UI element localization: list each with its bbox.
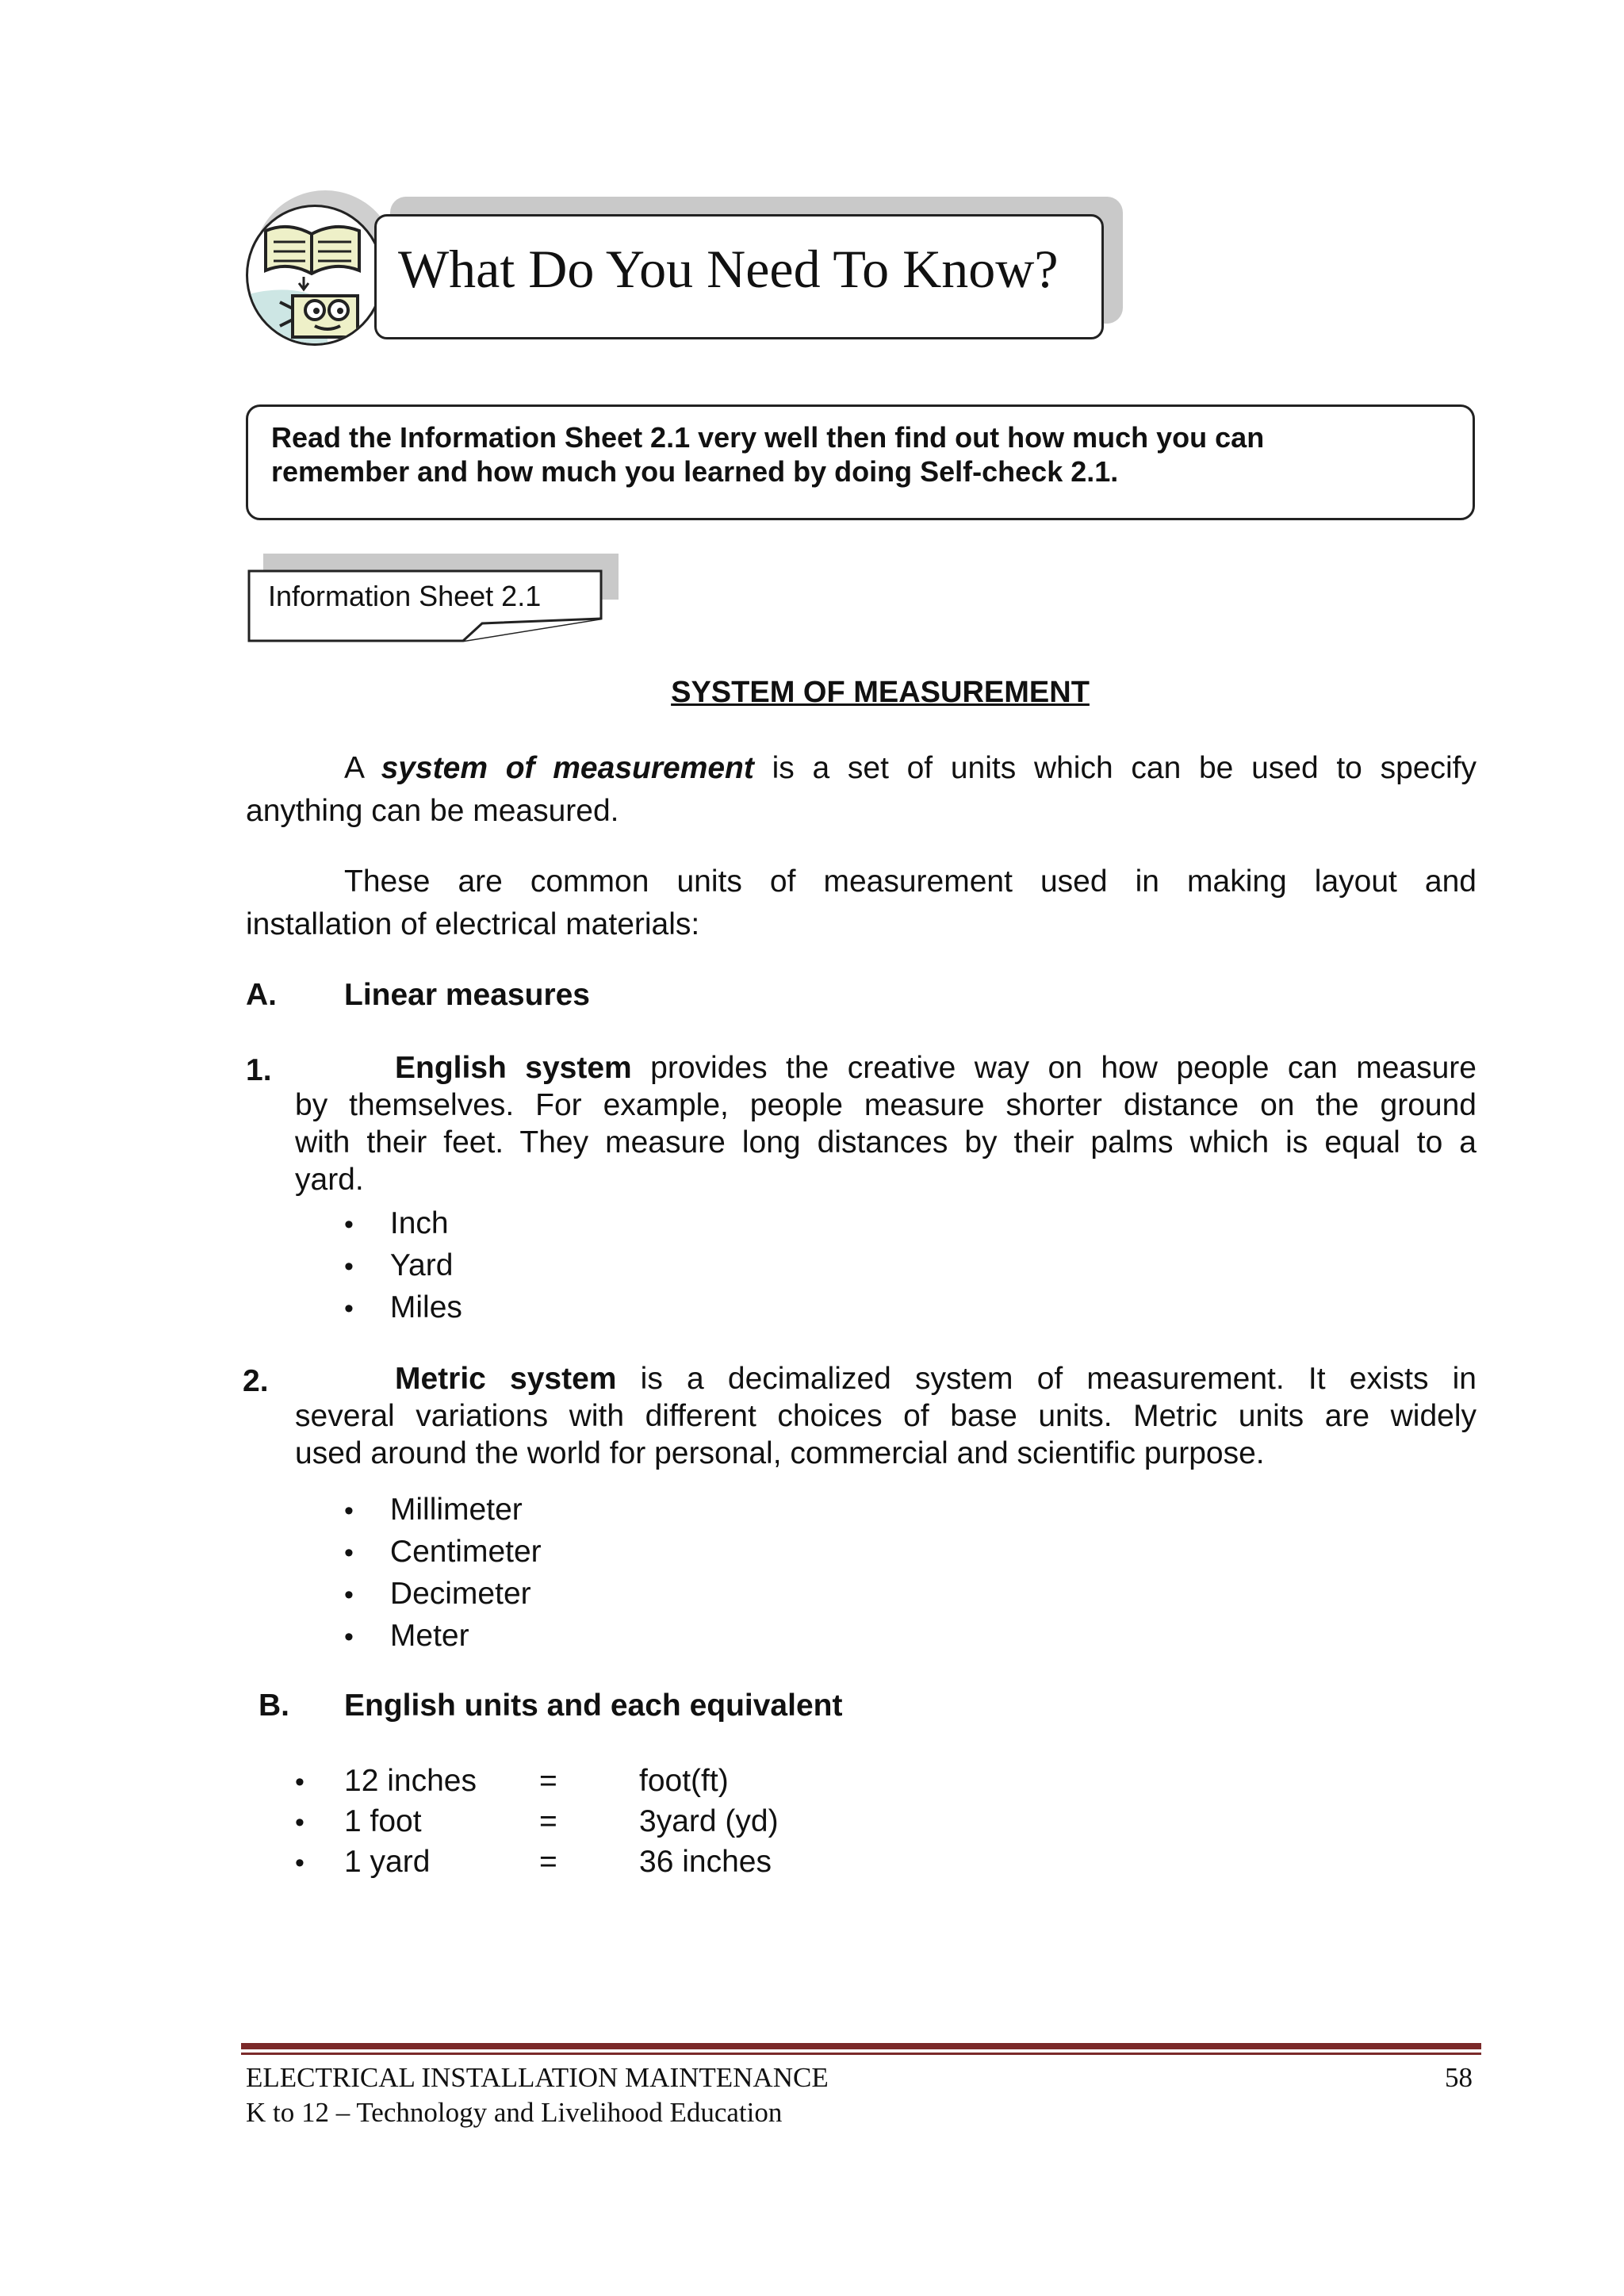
item-2-number: 2. — [243, 1364, 269, 1398]
footer-subtitle: K to 12 – Technology and Livelihood Education — [246, 2097, 783, 2128]
item-2-line1-rest: is a decimalized system of measurement. It exists in — [640, 1362, 1477, 1396]
item-2-bullets — [344, 1489, 542, 1658]
table-row: • 1 foot = 3yard (yd) — [295, 1804, 779, 1838]
page-title: What Do You Need To Know? — [398, 239, 1059, 299]
footer-course-title: ELECTRICAL INSTALLATION MAINTENANCE — [246, 2062, 829, 2093]
intro-term: system of measurement — [381, 751, 754, 785]
instruction-line-1: Read the Information Sheet 2.1 very well then find out how much you can — [271, 421, 1265, 454]
item-2-body — [295, 1360, 1477, 1472]
info-sheet-label: Information Sheet 2.1 — [268, 580, 542, 612]
intro-p2-line1: These are common units of measurement used in making layout and — [344, 864, 1477, 899]
item-1-bullets — [344, 1203, 462, 1329]
list-item: • Yard — [344, 1248, 454, 1282]
item-1-line2: by themselves. For example, people measure shorter distance on the ground — [295, 1088, 1477, 1122]
item-1-term: English system — [395, 1051, 632, 1085]
item-1-line1-rest: provides the creative way on how people can measure — [650, 1051, 1477, 1085]
table-row: • 12 inches = foot(ft) — [295, 1764, 729, 1798]
intro-p1-line2: anything can be measured. — [246, 794, 619, 828]
item-2-term: Metric system — [395, 1362, 617, 1396]
list-item: • Centimeter — [344, 1535, 542, 1569]
item-1-line3: with their feet. They measure long distances by their palms which is equal to a — [295, 1125, 1477, 1159]
item-1-line1 — [295, 1049, 1477, 1087]
reading-person-icon — [246, 205, 384, 346]
intro-p2-line2: installation of electrical materials: — [246, 907, 700, 941]
instruction-line-2: remember and how much you learned by doing Self-check 2.1. — [271, 455, 1119, 488]
intro-p1-line1 — [246, 747, 1477, 790]
footer-rule — [241, 2043, 1481, 2049]
list-item: • Meter — [344, 1619, 469, 1653]
intro-paragraph-1 — [246, 747, 1477, 833]
item-1-number: 1. — [246, 1053, 272, 1087]
section-a-heading: Linear measures — [344, 978, 591, 1012]
intro-paragraph-2 — [246, 861, 1477, 946]
list-item: • Decimeter — [344, 1577, 531, 1611]
list-item: • Miles — [344, 1290, 462, 1324]
item-2-line2: several variations with different choices of base units. Metric units are widely — [295, 1399, 1477, 1433]
intro-article: A — [344, 751, 363, 785]
list-item: • Inch — [344, 1206, 449, 1240]
intro-rest: is a set of units which can be used to specify — [772, 751, 1477, 785]
section-title: SYSTEM OF MEASUREMENT — [671, 676, 1090, 709]
item-1-body — [295, 1049, 1477, 1198]
item-1-line4: yard. — [295, 1163, 364, 1197]
equivalents-table — [295, 1761, 779, 1882]
section-b-heading: English units and each equivalent — [344, 1688, 843, 1723]
section-b-letter: B. — [259, 1688, 289, 1723]
table-row: • 1 yard = 36 inches — [295, 1845, 772, 1879]
section-a-letter: A. — [246, 978, 277, 1012]
footer-rule-thin — [241, 2053, 1481, 2055]
page-number: 58 — [1445, 2062, 1473, 2093]
item-2-line1 — [295, 1360, 1477, 1397]
list-item: • Millimeter — [344, 1493, 523, 1527]
item-2-line3: used around the world for personal, commercial and scientific purpose. — [295, 1436, 1265, 1470]
section-title-wrap — [0, 676, 1624, 710]
